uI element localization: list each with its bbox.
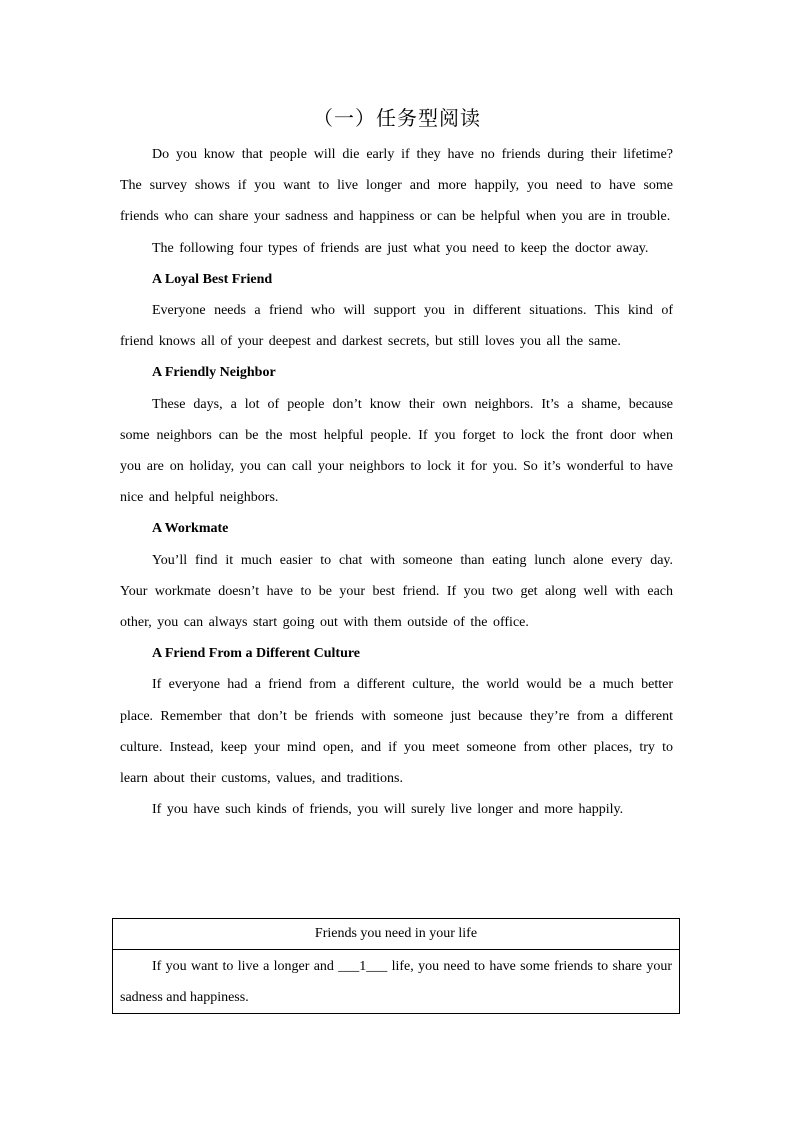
row-text-before: If you want to live a longer and (152, 959, 339, 974)
paragraph-conclusion: If you have such kinds of friends, you will surely live longer and more happily. (152, 802, 624, 818)
paragraph-friendly-neighbor: These days, a lot of people don’t know their own neighbors. It’s a shame, because some neighbors can be the most helpful people. If you forget to lock the front door when you are on holiday, you can call your neighbors to lock it for you. So it’s wonderful to have nice and helpful neighbors. (120, 396, 673, 506)
paragraph-workmate: You’ll find it much easier to chat with someone than eating lunch alone every day. Your workmate doesn’t have to be your best friend. If you two get along well with each other, you can always start going out with them outside of the office. (120, 552, 673, 631)
answer-blank-1: ___1___ (338, 959, 388, 974)
answer-table-row (113, 950, 680, 1014)
heading-loyal-friend: A Loyal Best Friend (152, 271, 273, 287)
heading-different-culture: A Friend From a Different Culture (152, 646, 361, 662)
paragraph-loyal-friend: Everyone needs a friend who will support you in different situations. This kind of friend knows all of your deepest and darkest secrets, but still loves you all the same. (120, 303, 673, 350)
answer-table (112, 918, 680, 1014)
paragraph-different-culture: If everyone had a friend from a different culture, the world would be a much better place. Remember that don’t be friends with someone just because they’re from a different culture. Instead, keep your mind open, and if you meet someone from other places, try to learn about their customs, values, and traditions. (120, 677, 673, 787)
answer-table-header: Friends you need in your life (113, 919, 680, 950)
heading-friendly-neighbor: A Friendly Neighbor (152, 365, 276, 381)
row-text-after: life, you need to have some friends to share your sadness and happiness. (120, 959, 672, 1005)
passage (120, 139, 673, 825)
paragraph-types: The following four types of friends are just what you need to keep the doctor away. (152, 240, 649, 256)
page-title: （一）任务型阅读 (313, 106, 481, 130)
heading-workmate: A Workmate (152, 521, 229, 537)
paragraph-intro: Do you know that people will die early if they have no friends during their lifetime? The survey shows if you want to live longer and more happily, you need to have some friends who can share your sadness and happiness or can be helpful when you are in trouble. (120, 147, 673, 225)
